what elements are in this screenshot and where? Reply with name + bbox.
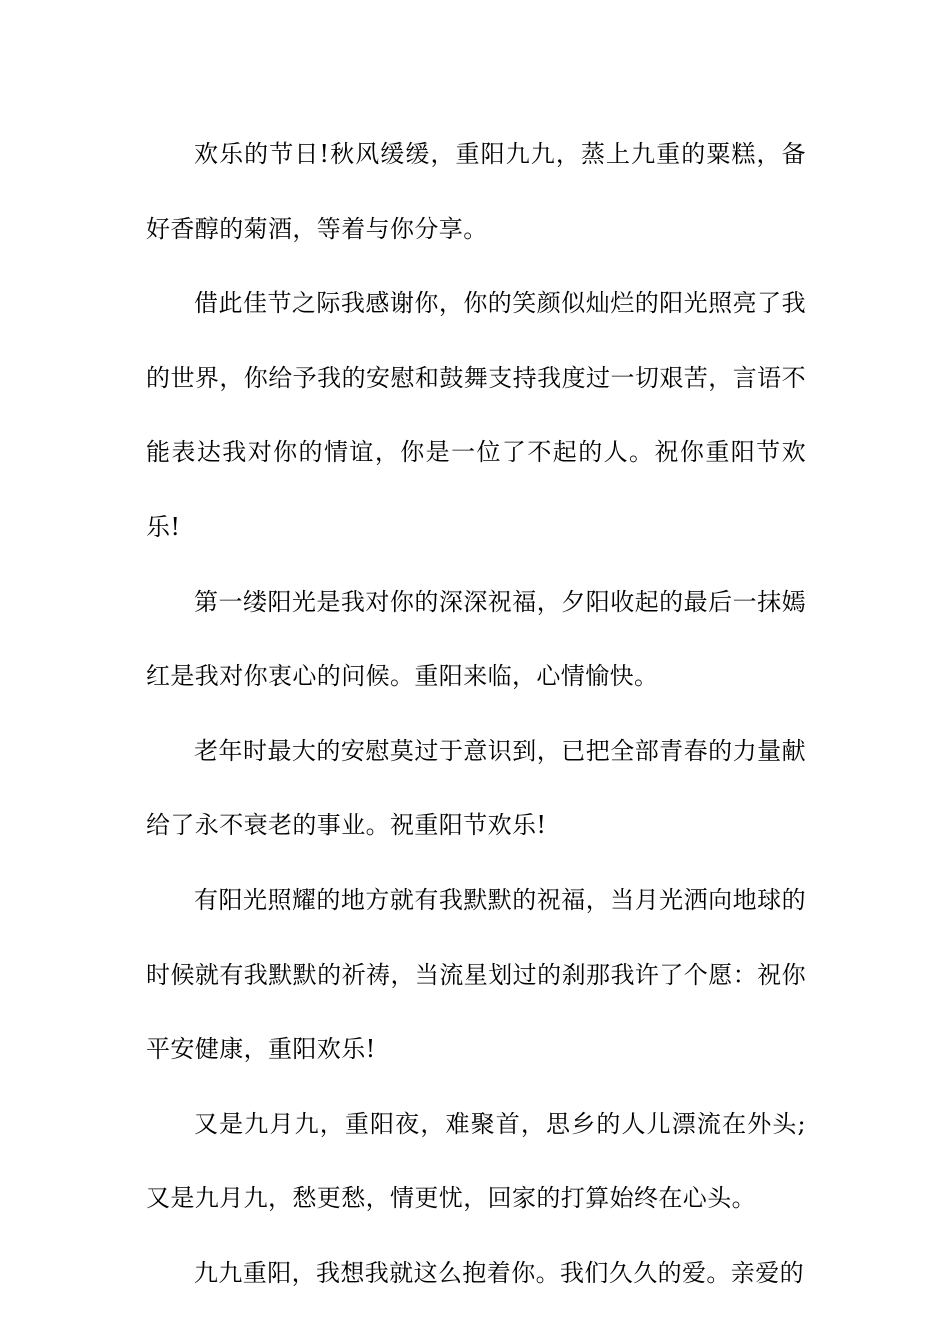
paragraph: 老年时最大的安慰莫过于意识到，已把全部青春的力量献给了永不衰老的事业。祝重阳节欢乐! xyxy=(146,736,806,840)
paragraph: 欢乐的节日!秋风缓缓，重阳九九，蒸上九重的粟糕，备好香醇的菊酒，等着与你分享。 xyxy=(146,140,806,243)
paragraph: 借此佳节之际我感谢你，你的笑颜似灿烂的阳光照亮了我的世界，你给予我的安慰和鼓舞支持我度过一切艰苦，言语不能表达我对你的情谊，你是一位了不起的人。祝你重阳节欢乐! xyxy=(146,289,806,541)
paragraph: 又是九月九，重阳夜，难聚首，思乡的人儿漂流在外头;又是九月九，愁更愁，情更忧，回家的打算始终在心头。 xyxy=(146,1109,806,1213)
paragraph: 九九重阳，我想我就这么抱着你。我们久久的爱。亲爱的 xyxy=(194,1258,804,1287)
paragraph: 有阳光照耀的地方就有我默默的祝福，当月光洒向地球的时候就有我默默的祈祷，当流星划过的刹那我许了个愿：祝你平安健康，重阳欢乐! xyxy=(146,885,806,1064)
paragraph: 第一缕阳光是我对你的深深祝福，夕阳收起的最后一抹嫣红是我对你衷心的问候。重阳来临，心情愉快。 xyxy=(146,587,806,691)
document-body xyxy=(146,117,806,1311)
